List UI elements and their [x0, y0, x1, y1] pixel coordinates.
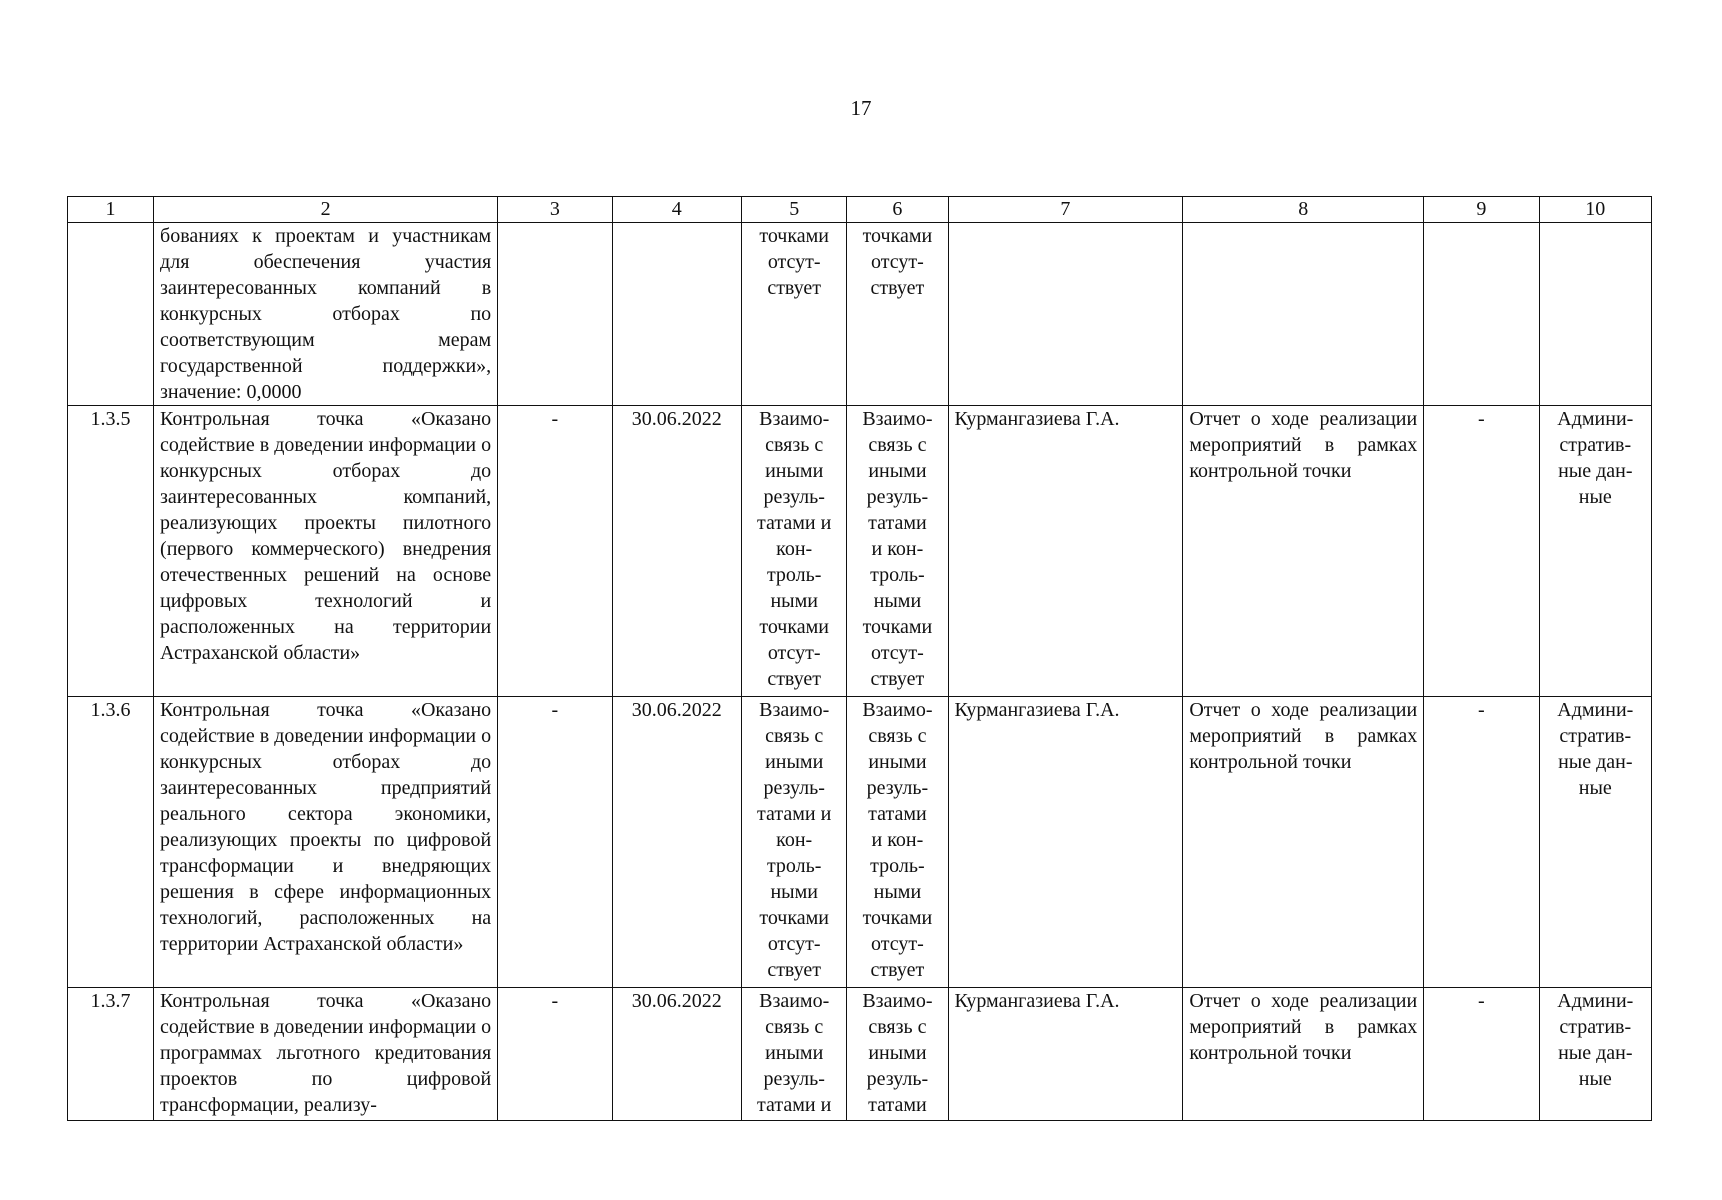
row-col9: - [1424, 988, 1539, 1121]
cell-line: ные [1578, 777, 1612, 799]
row-date [612, 223, 742, 406]
cell-line: ные [1578, 1068, 1612, 1090]
row-responsible: Курмангазиева Г.А. [948, 406, 1183, 697]
cell-line: ствует [767, 668, 822, 690]
cell-line: татами [868, 1094, 927, 1116]
cell-line: связь с [868, 725, 927, 747]
cell-line: иными [868, 460, 927, 482]
cell-line: ствует [767, 277, 822, 299]
cell-line: ные дан- [1558, 1042, 1633, 1064]
row-col10 [1539, 697, 1651, 988]
cell-line: татами и [757, 512, 832, 534]
header-cell: 1 [68, 197, 154, 223]
header-row [68, 197, 1652, 223]
cell-line: отсут- [871, 251, 924, 273]
cell-line: Админи- [1557, 699, 1634, 721]
row-col6 [847, 406, 948, 697]
cell-line: и кон- [871, 538, 924, 560]
cell-line: отсут- [767, 251, 821, 273]
row-responsible: Курмангазиева Г.А. [948, 697, 1183, 988]
cell-line: резуль- [866, 1068, 929, 1090]
header-cell: 10 [1539, 197, 1651, 223]
cell-line: Взаимо- [862, 408, 933, 430]
cell-line: ствует [767, 959, 822, 981]
cell-line: точками [862, 225, 933, 247]
row-result: Отчет о ходе реализации мероприятий в рамках контрольной точки [1183, 406, 1424, 697]
row-col9: - [1424, 697, 1539, 988]
row-number: 1.3.6 [68, 697, 154, 988]
row-result: Отчет о ходе реализации мероприятий в рамках контрольной точки [1183, 697, 1424, 988]
row-col5 [742, 223, 847, 406]
header-cell: 4 [612, 197, 742, 223]
cell-line: иными [868, 1042, 927, 1064]
row-col9: - [1424, 406, 1539, 697]
header-cell: 9 [1424, 197, 1539, 223]
cell-line: троль- [870, 564, 925, 586]
cell-line: резуль- [763, 1068, 825, 1090]
row-col5 [742, 697, 847, 988]
row-date: 30.06.2022 [612, 697, 742, 988]
cell-line: татами [868, 803, 927, 825]
cell-line: и кон- [871, 829, 924, 851]
cell-line: иными [765, 751, 824, 773]
row-description: Контрольная точка «Оказано содействие в доведении информации о программах льготного кредитования проектов по цифровой трансформации, реализу- [154, 988, 498, 1121]
row-col6 [847, 223, 948, 406]
row-col5 [742, 406, 847, 697]
cell-line: татами и [757, 1094, 832, 1116]
header-cell: 7 [948, 197, 1183, 223]
row-description: Контрольная точка «Оказано содействие в доведении информации о конкурсных отборах до заинтересованных компаний, реализующих проекты пилотного (первого коммерческого) внедрения отечественных решений на основе цифровых технологий и расположенных на территории Астраханской области» [154, 406, 498, 697]
cell-line: отсут- [767, 642, 821, 664]
cell-line: связь с [765, 725, 824, 747]
header-cell: 8 [1183, 197, 1424, 223]
cell-line: ными [873, 590, 922, 612]
cell-line: татами и [757, 803, 832, 825]
cell-line: резуль- [763, 777, 825, 799]
header-cell: 6 [847, 197, 948, 223]
row-description: бованиях к проектам и участникам для обеспечения участия заинтересованных компаний в конкурсных отборах по соответствующим мерам государственной поддержки», значение: 0,0000 [154, 223, 498, 406]
table-row [68, 988, 1652, 1121]
row-col6 [847, 697, 948, 988]
row-number: 1.3.7 [68, 988, 154, 1121]
table-row [68, 223, 1652, 406]
cell-line: связь с [765, 434, 824, 456]
cell-line: связь с [868, 434, 927, 456]
cell-line: ные дан- [1558, 460, 1633, 482]
cell-line: ными [770, 881, 818, 903]
row-col3: - [498, 406, 612, 697]
row-number: 1.3.5 [68, 406, 154, 697]
cell-line: связь с [868, 1016, 927, 1038]
cell-line: стратив- [1559, 1016, 1632, 1038]
table-row [68, 697, 1652, 988]
cell-line: точками [862, 616, 933, 638]
cell-line: троль- [766, 564, 822, 586]
row-col10 [1539, 406, 1651, 697]
cell-line: точками [759, 225, 830, 247]
cell-line: отсут- [871, 642, 924, 664]
cell-line: Взаимо- [862, 699, 933, 721]
row-responsible [948, 223, 1183, 406]
cell-line: стратив- [1559, 725, 1632, 747]
cell-line: кон- [776, 538, 813, 560]
page-number: 17 [850, 96, 872, 120]
plan-table [67, 196, 1652, 1121]
cell-line: ствует [870, 668, 925, 690]
cell-line: Взаимо- [862, 990, 933, 1012]
cell-line: ствует [870, 277, 925, 299]
cell-line: Взаимо- [759, 699, 830, 721]
cell-line: точками [759, 616, 830, 638]
cell-line: ными [873, 881, 922, 903]
cell-line: резуль- [866, 777, 929, 799]
cell-line: отсут- [767, 933, 821, 955]
row-col3: - [498, 697, 612, 988]
cell-line: ствует [870, 959, 925, 981]
cell-line: иными [868, 751, 927, 773]
cell-line: точками [759, 907, 830, 929]
row-date: 30.06.2022 [612, 988, 742, 1121]
row-col3 [498, 223, 612, 406]
cell-line: ные дан- [1558, 751, 1633, 773]
cell-line: резуль- [763, 486, 825, 508]
header-cell: 3 [498, 197, 612, 223]
row-col3: - [498, 988, 612, 1121]
cell-line: связь с [765, 1016, 824, 1038]
cell-line: отсут- [871, 933, 924, 955]
row-col10 [1539, 988, 1651, 1121]
row-description: Контрольная точка «Оказано содействие в доведении информации о конкурсных отборах до заинтересованных предприятий реального сектора экономики, реализующих проекты по цифровой трансформации и внедряющих решения в сфере информационных технологий, расположенных на территории Астраханской области» [154, 697, 498, 988]
cell-line: татами [868, 512, 927, 534]
cell-line: троль- [870, 855, 925, 877]
table-row [68, 406, 1652, 697]
cell-line: троль- [766, 855, 822, 877]
cell-line: точками [862, 907, 933, 929]
cell-line: Админи- [1557, 990, 1634, 1012]
row-number [68, 223, 154, 406]
row-result: Отчет о ходе реализации мероприятий в рамках контрольной точки [1183, 988, 1424, 1121]
cell-line: резуль- [866, 486, 929, 508]
cell-line: ными [770, 590, 818, 612]
header-cell: 2 [154, 197, 498, 223]
cell-line: иными [765, 1042, 824, 1064]
cell-line: Взаимо- [759, 990, 830, 1012]
cell-line: Взаимо- [759, 408, 830, 430]
row-date: 30.06.2022 [612, 406, 742, 697]
cell-line: ные [1578, 486, 1612, 508]
cell-line: Админи- [1557, 408, 1634, 430]
cell-line: кон- [776, 829, 813, 851]
row-col6 [847, 988, 948, 1121]
header-cell: 5 [742, 197, 847, 223]
cell-line: стратив- [1559, 434, 1632, 456]
row-col5 [742, 988, 847, 1121]
row-col9 [1424, 223, 1539, 406]
row-result [1183, 223, 1424, 406]
row-col10 [1539, 223, 1651, 406]
cell-line: иными [765, 460, 824, 482]
row-responsible: Курмангазиева Г.А. [948, 988, 1183, 1121]
